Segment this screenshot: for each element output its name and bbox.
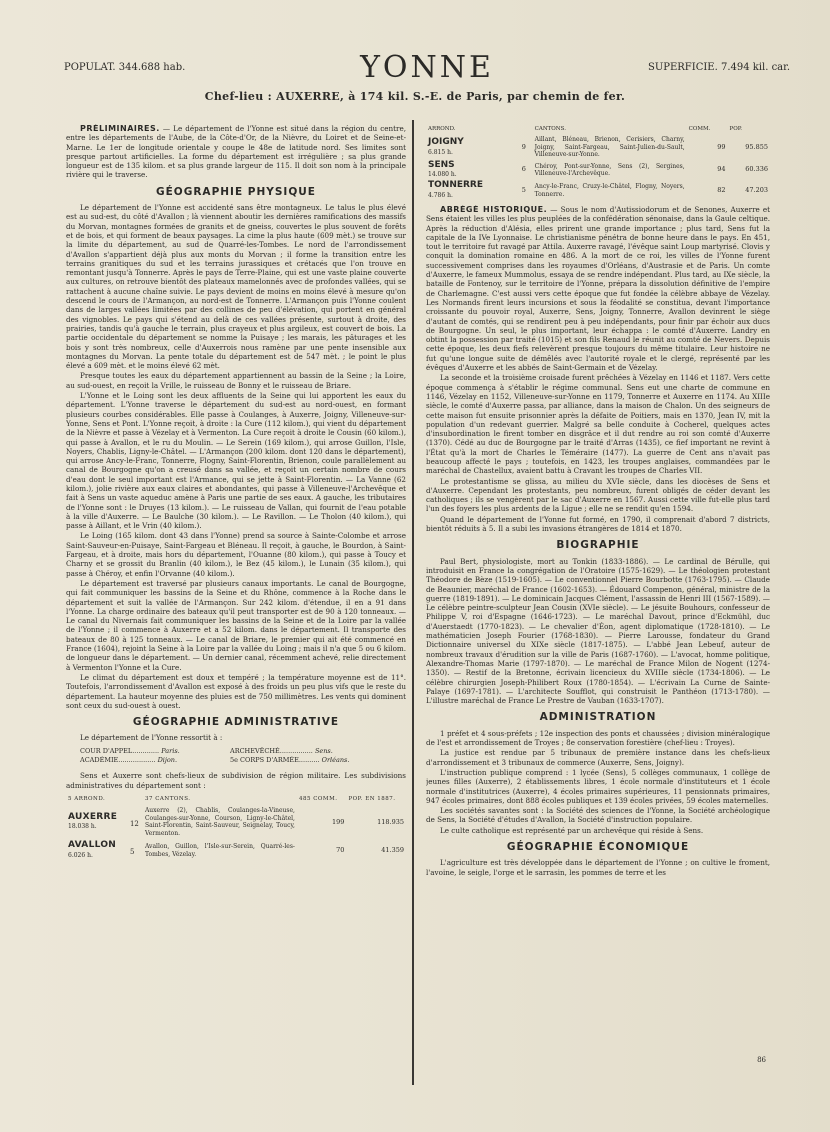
table-header: POP. EN 1887.: [348, 795, 396, 802]
admin-intro: Le département de l'Yonne ressortit à :: [80, 733, 223, 743]
canton-count: 5: [129, 848, 135, 857]
seat-entry: 5e CORPS D'ARMÉE.......... Orléans.: [230, 756, 350, 764]
commune-count: 199: [332, 817, 345, 826]
population-1887: 118.935: [377, 817, 404, 826]
right-column: [426, 124, 770, 878]
page-header: [64, 50, 790, 86]
geo-physique-paragraph: L'Yonne et le Loing sont les deux affluents de la Seine qui lui apportent les eaux du département. L'Yonne traverse le département du sud-est au nord-ouest, en formant plusieurs courbes considérables. Elle passe à Coulanges, à Auxerre, Joigny, Villeneuve-sur-Yonne, Sens et Pont. L'Yonne reçoit, à droite : la Cure (112 kilom.), qui vient du département de la Nièvre et passe à Vézelay et à Vermenton. La Cure reçoit à droite le Cousin (60 kilom.), qui passe à Avallon, et le ru du Moulin. — Le Serein (169 kilom.), qui arrose Guillon, l'Isle, Noyers, Chablis, Ligny-le-Châtel. — L'Armançon (200 kilom. dont 120 dans le département), qui arrose Ancy-le-Franc, Tonnerre, Flogny, Saint-Florentin, Brienon, coule parallèlement au canal de Bourgogne qu'on a creusé dans sa vallée, et reçoit un certain nombre de cours d'eau dont le seul important est l'Armance, qui se jette à Saint-Florentin. — La Vanne (62 kilom.), jolie rivière aux eaux claires et abondantes, qui passe à Villeneuve-l'Archevêque et fait à Sens un vaste aqueduc amène à Paris une partie de ses eaux. A gauche, les tributaires de l'Yonne sont : le Druyes (13 kilom.). — Le ruisseau de Vallan, qui fournit de l'eau potable à la ville d'Auxerre. — Le Baulche (30 kilom.). — Le Ravillon. — Le Tholon (40 kilom.), qui passe à Aillant, et le Vrin (40 kilom.).: [66, 391, 406, 531]
biographie-title: BIOGRAPHIE: [556, 539, 640, 552]
table-row: [426, 180, 770, 201]
canton-list: Auxerre (2), Chablis, Coulanges-la-Vineuse, Coulanges-sur-Yonne, Courson, Ligny-le-Châtel, Saint-Florentin, Saint-Sauveur, Seignelay, Toucy, Vermenton.: [144, 807, 295, 837]
commune-count: 70: [336, 846, 345, 855]
canton-list: Chéroy, Pont-sur-Yonne, Sens (2), Sergines, Villeneuve-l'Archevêque.: [534, 162, 685, 178]
administration-title: ADMINISTRATION: [539, 711, 657, 724]
canton-count: 5: [521, 186, 526, 195]
table-header: CANTONS.: [534, 126, 566, 132]
arrondissement-pop: 6.815 h.: [428, 148, 453, 156]
geo-physique-paragraph: Presque toutes les eaux du département appartiennent au bassin de la Seine ; la Loire, au sud-ouest, en reçoit la Vrille, le ruisseau de Bonny et le ruisseau de Briare.: [66, 371, 406, 390]
canton-count: 12: [129, 819, 139, 828]
arrondissements-table: [66, 794, 406, 862]
population-1887: 41.359: [381, 846, 404, 855]
canton-list: Avallon, Guillon, l'Isle-sur-Serein, Quarré-les-Tombes, Vézelay.: [144, 843, 295, 858]
table-row: [66, 839, 406, 862]
population-label: POPULAT. 344.688 hab.: [64, 62, 186, 73]
administration-paragraph: La justice est rendue par 5 tribunaux de première instance dans les chefs-lieux d'arrondissement et 3 tribunaux de commerce (Auxerre, Sens, Joigny).: [426, 748, 770, 767]
geo-economique-title: GÉOGRAPHIE ÉCONOMIQUE: [506, 840, 690, 853]
table-header: 485 COMM.: [298, 795, 338, 802]
arrondissements-table-continued: [426, 124, 770, 201]
arrondissement-name: AUXERRE: [68, 811, 118, 822]
abrege-paragraph: [426, 205, 770, 372]
arrondissement-pop: 18.038 h.: [68, 823, 97, 831]
abrege-title: ABRÉGÉ HISTORIQUE.: [440, 204, 548, 214]
commune-count: 99: [717, 142, 726, 151]
left-column: [66, 124, 406, 862]
table-header: POP.: [729, 126, 743, 132]
table-header-row: [426, 124, 770, 135]
geo-economique-paragraph: L'agriculture est très développée dans le département de l'Yonne ; on cultive le froment, l'avoine, le seigle, l'orge et le sarrasin, les pommes de terre et les: [426, 858, 770, 877]
administration-paragraph: Les sociétés savantes sont : la Société des sciences de l'Yonne, la Société archéologique de Sens, la Société d'études d'Avallon, la Société d'instruction populaire.: [426, 806, 770, 825]
geo-physique-title: GÉOGRAPHIE PHYSIQUE: [156, 185, 316, 198]
arrondissement-name: AVALLON: [68, 840, 117, 851]
seat-entry: ACADÉMIE.................. Dijon.: [80, 756, 178, 764]
abrege-paragraph: Le protestantisme se glissa, au milieu du XVIe siècle, dans les diocèses de Sens et d'Auxerre. Cependant les protestants, peu nombreux, furent obligés de céder devant les catholiques ; ils se vengèrent par le sac d'Auxerre en 1567. Aussi cette ville fut-elle plus tard l'un des foyers les plus ardents de la Ligue ; elle ne se rendit qu'en 1594.: [426, 476, 770, 514]
abrege-paragraph: Quand le département de l'Yonne fut formé, en 1790, il comprenait d'abord 7 districts, bientôt réduits à 5. Il a subi les invasions étrangères de 1814 et 1870.: [426, 514, 770, 534]
abrege-text: — Sous le nom d'Autissiodorum et de Senones, Auxerre et Sens étaient les villes les plus peuplées de la confédération sénonaise, dans la Gaule celtique. Après la réduction d'Alésia, elles prirent une grande importance ; plus tard, Sens fut la capitale de la IVe Lyonnaise. Le christianisme pénétra de bonne heure dans le pays. En 451, tout le territoire fut ravagé par Attila. Auxerre ravagé, l'évêque saint Loup martyrisé. Clovis y conquit la domination romaine en 486. A la mort de ce roi, les villes de l'Yonne furent successivement comprises dans les royaumes d'Orléans, d'Austrasie et de Paris. Un comte d'Auxerre, le fameux Mummolus, essaya de se rendre indépendant. Plus tard, au IXe siècle, la bataille de Fontenoy, sur le territoire de l'Yonne, prépara la dissolution définitive de l'empire de Charlemagne. C'est aussi vers cette époque que fut fondée la célèbre abbaye de Vézelay. Les Normands firent leurs incursions et sous la féodalité se constitua, devant l'importance croissante du pouvoir royal, Auxerre, Sens, Joigny, Tonnerre, Avallon devinrent le siège d'autant de comtés, qui se rendirent peu à peu indépendants, pour finir par échoir aux ducs de Bourgogne. Un seul, le plus important, leur échappa : le comté d'Auxerre. Landry en obtint la possession par traité (1015) et son fils Renaud le réunit au comté de Nevers. Depuis cette époque, les deux fiefs relevèrent presque toujours du même titulaire. Leur histoire ne fut qu'une longue suite de démêlés avec l'autorité royale et le clergé, représenté par les évêques d'Auxerre et les abbés de Saint-Germain et de Vézelay.: [426, 204, 770, 373]
geo-admin-title: GÉOGRAPHIE ADMINISTRATIVE: [132, 716, 340, 729]
column-divider: [412, 120, 414, 1085]
abrege-paragraph: La seconde et la troisième croisade furent prêchées à Vézelay en 1146 et 1187. Vers cette époque commença à s'établir le régime communal. Sens eut une charte de commune en 1146, Vézelay en 1152, Villeneuve-sur-Yonne en 1179, Tonnerre et Auxerre en 1174. Au XIIIe siècle, le comté d'Auxerre passa, par alliance, dans la maison de Chalon. Un des seigneurs de cette maison fut ensuite prisonnier après la défaite de Poitiers, mais en 1370, Jean IV, mit la population d'un redevant guerrier. Malgré sa belle conduite à Cocherel, quelques actes d'insubordination le firent tomber en disgrâce et il dut rendre au roi son comté d'Auxerre (1370). Cédé au duc de Bourgogne par le traité d'Arras (1435), ce fief important ne revint à l'État qu'à la mort de Charles le Téméraire (1477). La guerre de Cent ans n'avait pas beaucoup affecté le pays ; toutefois, en 1423, les troupes anglaises, commandées par le maréchal de Chastellux, avaient battu à Cravant les troupes de Charles VII.: [426, 373, 770, 476]
arrondissement-pop: 6.026 h.: [68, 851, 93, 859]
geo-physique-paragraph: Le département est traversé par plusieurs canaux importants. Le canal de Bourgogne, qui fait communiquer les bassins de la Seine et du Rhône, commence à la Roche dans le département et suit la vallée de l'Armançon. Sur 242 kilom. d'étendue, il en a 91 dans l'Yonne. La charge ordinaire des bateaux qu'il peut transporter est de 90 à 120 tonneaux. — Le canal du Nivernais fait communiquer les bassins de la Seine et de la Loire par la vallée de l'Yonne ; il commence à Auxerre et a 52 kilom. dans le département. Il transporte des bateaux de 80 à 125 tonneaux. — Le canal de Briare, le premier qui ait été commencé en France (1604), rejoint la Seine à la Loire par la vallée du Loing ; mais il n'a que 5 ou 6 kilom. de longueur dans le département. — Un dernier canal, récemment achevé, relie directement à Vermenton l'Yonne et la Cure.: [66, 578, 406, 672]
geo-physique-paragraph: Le climat du département est doux et tempéré ; la température moyenne est de 11°. Toutefois, l'arrondissement d'Avallon est exposé à des froids un peu plus vifs que le reste du département. La hauteur moyenne des pluies est de 750 millimètres. Les vents qui dominent sont ceux du sud-ouest à ouest.: [66, 672, 406, 710]
population-1887: 47.203: [745, 186, 768, 195]
administration-paragraph: Le culte catholique est représenté par un archevêque qui réside à Sens.: [440, 825, 704, 835]
department-title: YONNE: [360, 50, 494, 85]
table-row: [66, 805, 406, 839]
arrondissement-pop: 4.786 h.: [428, 191, 453, 199]
canton-count: 9: [521, 142, 526, 151]
canton-list: Aillant, Bléneau, Brienon, Cerisiers, Charny, Joigny, Saint-Fargeau, Saint-Julien-du-Sault, Villeneuve-sur-Yonne.: [534, 136, 685, 159]
geo-physique-paragraph: Le Loing (165 kilom. dont 43 dans l'Yonne) prend sa source à Sainte-Colombe et arrose Saint-Sauveur-en-Puisaye, Saint-Fargeau et Bléneau. Il reçoit, à gauche, le Bourdon, à Saint-Fargeau, et à droite, mais hors du département, l'Ouanne (80 kilom.), qui passe à Toucy et Charny et se grossit du Branlin (40 kilom.), le Bez (45 kilom.), le Lunain (35 kilom.), qui passe à Chéroy, et enfin l'Orvanne (40 kilom.).: [66, 531, 406, 578]
administration-paragraph: 1 préfet et 4 sous-préfets ; 12e inspection des ponts et chaussées ; division minéralogique de l'est et arrondissement de Troyes ; 8e conservation forestière (chef-lieu : Troyes).: [426, 728, 770, 748]
preliminaires-paragraph: [66, 124, 406, 180]
canton-list: Ancy-le-Franc, Cruzy-le-Châtel, Flogny, Noyers, Tonnerre.: [534, 183, 685, 198]
commune-count: 82: [717, 186, 726, 195]
geo-physique-paragraph: Le département de l'Yonne est accidenté sans être montagneux. Le talus le plus élevé est au sud-est, du côté d'Avallon ; là viennent aboutir les dernières ramifications des massifs du Morvan, montagnes formées de granits et de gneiss, couvertes le plus souvent de forêts et de bois, et qui forment de beaux paysages. La cime la plus haute (609 mèt.) se trouve sur la limite du département, au sud de Quarré-les-Tombes. Le nord de l'arrondissement d'Avallon s'appartient déjà plus aux monts du Morvan ; il forme la transition entre les terrains granitiques du sud et les terrains jurassiques et crétacés que l'on trouve en remontant jusqu'à Tonnerre. Après le pays de Terre-Plaine, qui est une vaste plaine couverte aux cultures, on retrouve bientôt des plateaux mamelonnés avec de profondes vallées, qui se rattachent à aucune chaîne suivie. Le pays devient de moins en moins élevé à mesure qu'on descend le cours de l'Armançon, au nord-est de Tonnerre. L'Armançon puis l'Yonne coulent dans de larges vallées limitées par des collines de peu d'élévation, qui portent en général des vignobles. Le pays qui s'étend au delà de ces vallées présente, surtout à droite, des prairies, tandis qu'à gauche le terrain, plus crayeux et plus argileux, est couvert de bois. La partie occidentale du département se nomme la Puisaye ; les marais, les pâturages et les bois y sont très nombreux, celle d'Auxerrois nous ramène par une pente insensible aux montagnes du Morvan. La pente totale du département est de 547 mèt. ; le point le plus élevé a 609 mèt. et le moins élevé 62 mèt.: [66, 203, 406, 371]
biographie-paragraph: Paul Bert, physiologiste, mort au Tonkin (1833-1886). — Le cardinal de Bérulle, qui introduisit en France la congrégation de l'Oratoire (1575-1629). — Le théologien protestant Théodore de Bèze (1519-1605). — Le conventionnel Pierre Bourbotte (1763-1795). — Claude de Beaunier, maréchal de France (1602-1653). — Édouard Compenon, général, ministre de la guerre (1819-1891). — Le dominicain Jacques Clément, l'assassin de Henri III (1567-1589). — Le célèbre peintre-sculpteur Jean Cousin (XVIe siècle). — Le jésuite Bouhours, confesseur de Philippe V, roi d'Espagne (1646-1723). — Le maréchal Davout, prince d'Eckmühl, duc d'Auerstaedt (1770-1823). — Le chevalier d'Éon, agent diplomatique (1728-1810). — Le mathématicien Joseph Fourier (1768-1830). — Pierre Larousse, fondateur du Grand Dictionnaire universel du XIXe siècle (1817-1875). — L'abbé Jean Lebeuf, auteur de nombreux travaux d'érudition sur la ville de Paris (1687-1760). — L'avocat, homme politique, Alexandre-Thomas Marie (1797-1870). — Le maréchal de France Milon de Nogent (1274-1350). — Restif de la Bretonne, écrivain licencieux du XVIIIe siècle (1734-1806). — Le célèbre chirurgien Joseph-Philibert Roux (1780-1854). — L'écrivain La Curne de Sainte-Palaye (1697-1781). — L'architecte Soufflot, qui construisit le Panthéon (1713-1780). — L'illustre maréchal de France Le Prestre de Vauban (1633-1707).: [426, 556, 770, 706]
administration-paragraph: L'instruction publique comprend : 1 lycée (Sens), 5 collèges communaux, 1 collège de jeunes filles (Auxerre), 2 établissements libres, 1 école normale d'instituteurs et 1 école normale d'institutrices (Auxerre), 4 écoles primaires supérieures, 11 pensionnats primaires, 947 écoles primaires, dont 888 écoles publiques et 139 écoles privées, 59 écoles maternelles.: [426, 767, 770, 805]
chef-lieu-line: Chef-lieu : AUXERRE, à 174 kil. S.-E. de Paris, par chemin de fer.: [204, 90, 626, 103]
arrondissement-pop: 14.080 h.: [428, 171, 457, 179]
arrondissement-name: SENS: [428, 159, 455, 170]
superficie-label: SUPERFICIE. 7.494 kil. car.: [647, 62, 790, 73]
admin-note: Sens et Auxerre sont chefs-lieux de subdivision de région militaire. Les subdivisions administratives du département sont :: [66, 771, 406, 790]
seats-grid: [80, 747, 380, 766]
page-number: 86: [757, 1056, 766, 1064]
table-header: 5 ARROND.: [68, 795, 106, 802]
preliminaires-text: — Le département de l'Yonne est situé dans la région du centre, entre les départements de l'Aube, de la Côte-d'Or, de la Nièvre, du Loiret et de Seine-et-Marne. Le 1er de longitude orientale y coupe le 48e de latitude nord. Ses limites sont presque partout artificielles. La forme du département est irrégulière ; sa plus grande longueur est de 135 kilom. et sa plus grande largeur de 115. Il doit son nom à la principale rivière qui le traverse.: [66, 124, 406, 180]
preliminaires-title: PRÉLIMINAIRES.: [80, 124, 160, 133]
seat-entry: ARCHEVÊCHÉ................ Sens.: [230, 746, 333, 755]
table-header-row: [66, 794, 406, 805]
seat-entry: COUR D'APPEL............. Paris.: [80, 746, 180, 755]
commune-count: 94: [717, 165, 726, 174]
population-1887: 95.855: [745, 142, 768, 151]
canton-count: 6: [521, 165, 526, 174]
table-row: [426, 135, 770, 160]
table-header: ARROND.: [428, 126, 456, 132]
table-header: 37 CANTONS.: [144, 795, 191, 802]
table-row: [426, 160, 770, 181]
arrondissement-name: JOIGNY: [428, 137, 464, 148]
population-1887: 60.336: [745, 165, 768, 174]
table-header: COMM.: [688, 126, 711, 132]
arrondissement-name: TONNERRE: [428, 180, 484, 191]
